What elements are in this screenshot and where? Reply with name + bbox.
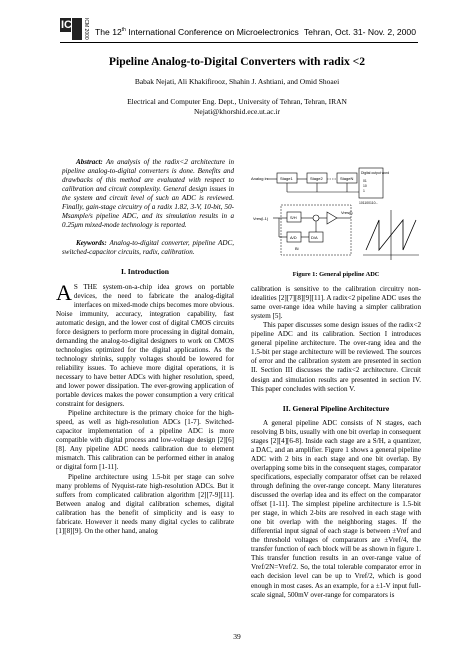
logo-letters: IC [61, 19, 72, 31]
fig-label-bits-out: Bi [295, 246, 299, 251]
intro-paragraph-1: A S THE system-on-a-chip idea grows on portable devices, the need to fabricate the analog-digital interfaces on mixed-mode chips becomes more obvious. Noise immunity, accuracy, integration capability, fast automatic design, and the lower cost of digital CMOS circuits force designers to perform more processing in digital domain, demanding the analog-to-digital designers to work on CMOS technologies optimized for the digital applications. As the technology shrinks, supply voltages should be lowered for reliability issues. To achieve more digital operations, it is necessary to have better ADCs with higher resolution, speed, and lower power dissipation. The ever-growing application of portable devices makes the power consumption a very critical constraint for designers. [56, 279, 234, 409]
figure-caption: Figure 1: General pipeline ADC [292, 271, 380, 278]
paper-title: Pipeline Analog-to-Digital Converters with radix <2 [108, 55, 366, 68]
section-heading-general-pipeline: II. General Pipeline Architecture [282, 403, 390, 413]
left-column [56, 158, 234, 536]
abstract: Abstract: An analysis of the radix<2 architecture in pipeline analog-to-digital converters is done. Benefits and drawbacks of this method are evaluated with respect to calibration and circuit complexity. General design issues in the system and circuit level of such an ADC is reviewed. Finally, gain-stage circuitry of a radix 1.82, 3-V, 10-bit, 50-Msample/s pipeline ADC, and its simulation results in a 0.25μm mixed-mode technology is reported. [62, 158, 234, 230]
right-column [251, 262, 421, 600]
paper-authors: Babak Nejati, Ali Khakifirooz, Shahin J. Ashtiani, and Omid Shoaei [134, 77, 340, 86]
fig-bits-4: 101100110... [359, 201, 379, 205]
fig-label-digital-out: Digital output word [361, 171, 390, 175]
conference-logo [60, 18, 88, 40]
fig-label-stage1: Stage1 [280, 176, 293, 181]
right-paragraph-continued: calibration is sensitive to the calibration circuitry non-idealities [2][7][8][9][11]. A radix<2 pipeline ADC uses the same over-range idea while having a simpler calibration system [5]. [251, 285, 421, 321]
intro-paragraph-2: Pipeline architecture is the primary choice for the high-speed, as well as high-resolution ADCs [1-7]. Switched-capacitor implementation of a pipeline ADC is more compatible with digital process and low-voltage design [2][6][8]. Any pipeline ADC needs calibration due to element mismatch. This calibration can be performed either in analog or digital form [1-11]. [56, 409, 234, 472]
header-rule [60, 42, 418, 43]
right-paragraph-3: A general pipeline ADC consists of N stages, each resolving B bits, usually with one bit overlap in consequent stages [2][4][6-8]. Inside each stage are a S/H, a quantizer, a DAC, and an amplifier. Figure 1 shows a general pipeline ADC with 2 bits in each stage and one bit overlap. By overlapping some bits in the consequent stages, comparator specifications, especially comparator offset can be relaxed through defining the over-range concept. Many literatures discussed the overlap idea and its effect on the comparator offset [1-11]. The simplest pipeline architecture is 1.5-bit per stage, in which 2-bits are resolved in each stage with one bit overlap with the neighboring stages. If the differential input signal of each stage is between ±Vref and the threshold voltages of comparators are ±Vref/4, the transfer function of each block will be as shown in figure 1. This transfer function results in an over-range value of Vref/2N=Vref/2. So, the total tolerable comparator error in each decision level can be up to Vref/2, which is good enough in most cases. As an example, for a ±1-V input full-scale signal, 500mV over-range for comparators is [251, 418, 421, 599]
summing-node [313, 215, 319, 221]
right-paragraph-2: This paper discusses some design issues of the radix<2 pipeline ADC and its calibration. Section I introduces general pipeline architecture. The over-rang idea and the 1.5-bit per stage architecture will be reviewed. The sources of error and the calibration system are presented in section II. Section III discusses the radix<2 architecture. Circuit design and simulation results are presented in section IV. This paper concludes with section V. [251, 321, 421, 393]
conference-place-date: Tehran, Oct. 31- Nov. 2, 2000 [303, 27, 416, 37]
drop-cap: A [56, 279, 72, 305]
page-number: 39 [233, 632, 241, 641]
fig-label-dac: D/A [311, 235, 318, 240]
conference-name: The 12th International Conference on Microelectronics [95, 27, 299, 37]
fig-label-vres-out: Vres(i) [341, 210, 353, 215]
fig-bits-3: 1 [363, 189, 365, 193]
intro-paragraph-3: Pipeline architecture using 1.5-bit per stage can solve many problems of Nyquist-rate high-resolution ADCs. But it suffers from complicated calibration algorithm [2][7-9][11]. Between analog and digital calibration schemes, digital calibration has the benefit of simplicity and is easy to fabricate. However it needs many digital cycles to calibrate [1][8][9]. On the other hand, analog [56, 472, 234, 535]
fig-bits-2: 10 [363, 184, 367, 188]
fig-label-adc: A/D [290, 235, 297, 240]
fig-label-analog-in: Analog in [251, 176, 268, 181]
logo-vertical-text: ICM 2000 [83, 18, 89, 40]
fig-bits-1: 01 [363, 179, 367, 183]
pipeline-adc-figure [251, 160, 421, 265]
paper-affiliation: Electrical and Computer Eng. Dept., University of Tehran, Tehran, IRAN [127, 97, 347, 106]
section-heading-introduction: I. Introduction [121, 267, 169, 277]
author-email[interactable]: Nejati@khorshid.ece.ut.ac.ir [193, 107, 281, 116]
amplifier-symbol [327, 212, 337, 224]
fig-label-vres-in: Vres(i-1) [253, 216, 269, 221]
fig-label-stagen: StageN [340, 176, 354, 181]
fig-label-stage2: Stage2 [310, 176, 323, 181]
page-header [0, 0, 474, 46]
fig-label-sh: S/H [290, 215, 297, 220]
keywords: Keywords: Analog-to-digital converter, pipeline ADC, switched-capacitor circuits, radix, calibration. [62, 239, 234, 257]
